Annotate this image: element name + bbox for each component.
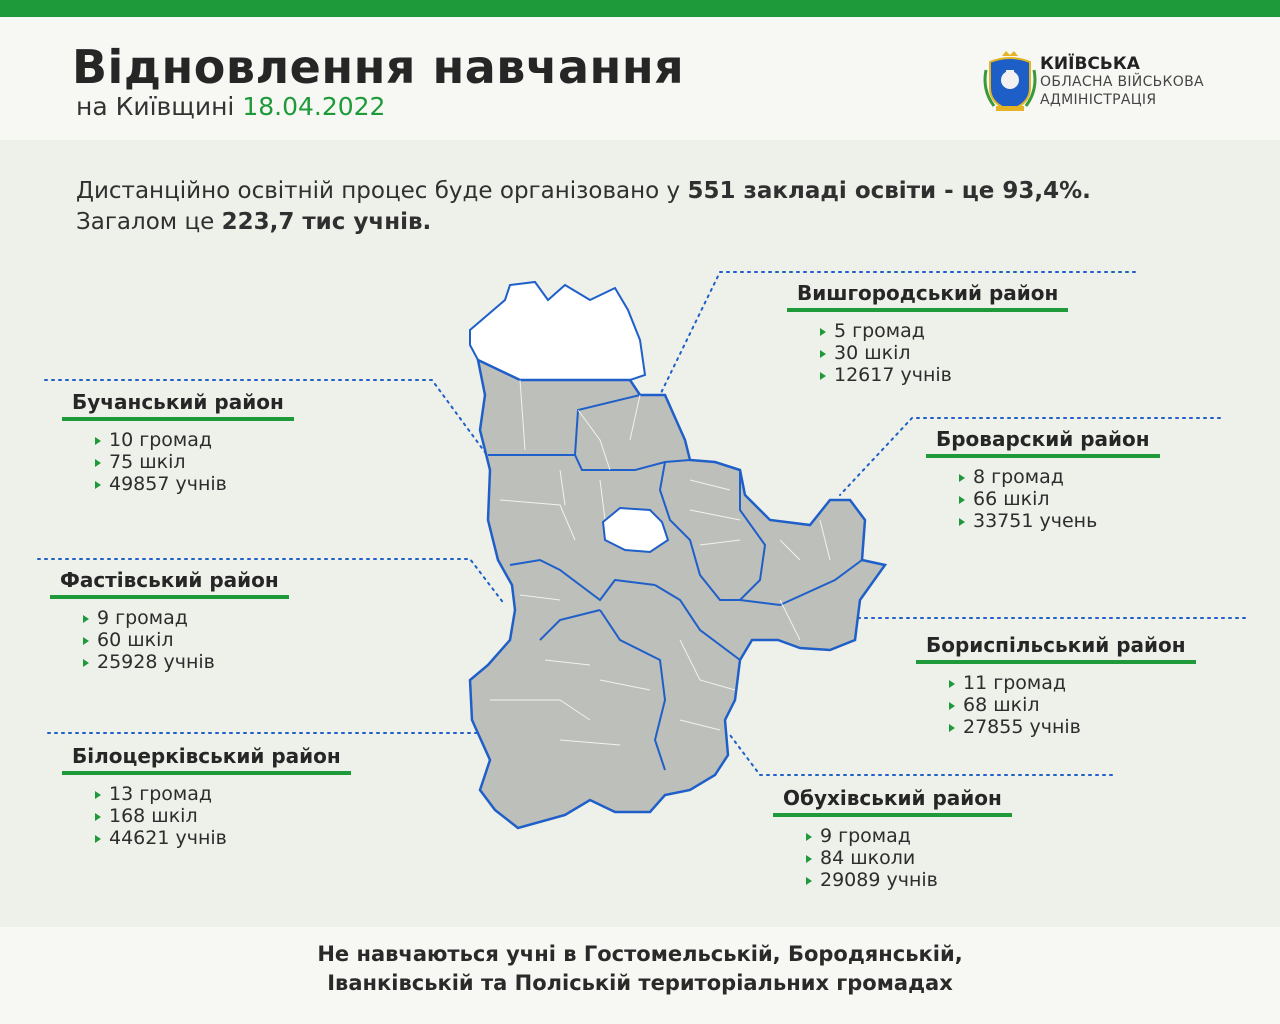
stat-communities: 9 громад (83, 607, 289, 629)
district-name: Бориспільський район (916, 633, 1196, 664)
intro-line-1-text: Дистанційно освітній процес буде організовано у (76, 178, 688, 204)
excluded-area-north (470, 282, 645, 380)
district-stats (959, 466, 1160, 532)
district-vyshhorod (787, 281, 1068, 386)
district-fastiv (50, 568, 289, 673)
logo-line-2: ОБЛАСНА ВІЙСЬКОВА (1040, 74, 1204, 90)
stat-students: 49857 учнів (95, 473, 294, 495)
district-name: Фастівський район (50, 568, 289, 599)
district-stats (949, 672, 1196, 738)
logo-line-3: АДМІНІСТРАЦІЯ (1040, 92, 1157, 108)
district-boryspil (916, 633, 1196, 738)
stat-schools: 84 школи (806, 847, 1012, 869)
subtitle-prefix: на Київщині (76, 92, 235, 121)
stat-schools: 66 шкіл (959, 488, 1160, 510)
stat-students: 12617 учнів (820, 364, 1068, 386)
leader-obukhiv (730, 735, 1112, 775)
district-name: Білоцерківський район (62, 744, 351, 775)
stat-schools: 30 шкіл (820, 342, 1068, 364)
district-stats (820, 320, 1068, 386)
stat-students: 44621 учнів (95, 827, 351, 849)
oblast-territory (470, 360, 885, 828)
stat-students: 29089 учнів (806, 869, 1012, 891)
stat-communities: 11 громад (949, 672, 1196, 694)
intro-line-1-bold: 551 закладі освіти - це 93,4%. (687, 178, 1091, 204)
district-bucha (62, 390, 294, 495)
district-bila-tserkva (62, 744, 351, 849)
subtitle-date: 18.04.2022 (242, 92, 386, 121)
stat-communities: 8 громад (959, 466, 1160, 488)
district-stats (95, 783, 351, 849)
district-name: Броварский район (926, 427, 1160, 458)
footer-line-2: Іванківській та Поліській територіальних громадах (327, 971, 953, 995)
stat-communities: 9 громад (806, 825, 1012, 847)
district-stats (83, 607, 289, 673)
stat-schools: 168 шкіл (95, 805, 351, 827)
footer-line-1: Не навчаються учні в Гостомельській, Бородянській, (317, 942, 963, 966)
district-stats (95, 429, 294, 495)
district-obukhiv (773, 786, 1012, 891)
district-brovary (926, 427, 1160, 532)
stat-schools: 68 шкіл (949, 694, 1196, 716)
district-name: Обухівський район (773, 786, 1012, 817)
intro-line-2-bold: 223,7 тис учнів. (221, 209, 432, 235)
intro-line-2-text: Загалом це (76, 209, 222, 235)
stat-communities: 13 громад (95, 783, 351, 805)
stat-students: 33751 учень (959, 510, 1160, 532)
district-stats (806, 825, 1012, 891)
page-title: Відновлення навчання (72, 40, 685, 94)
district-name: Бучанський район (62, 390, 294, 421)
stat-schools: 60 шкіл (83, 629, 289, 651)
footer-note (0, 940, 1280, 998)
stat-communities: 10 громад (95, 429, 294, 451)
logo-line-1: КИЇВСЬКА (1040, 54, 1140, 74)
stat-students: 25928 учнів (83, 651, 289, 673)
stat-schools: 75 шкіл (95, 451, 294, 473)
stat-communities: 5 громад (820, 320, 1068, 342)
district-name: Вишгородський район (787, 281, 1068, 312)
stat-students: 27855 учнів (949, 716, 1196, 738)
